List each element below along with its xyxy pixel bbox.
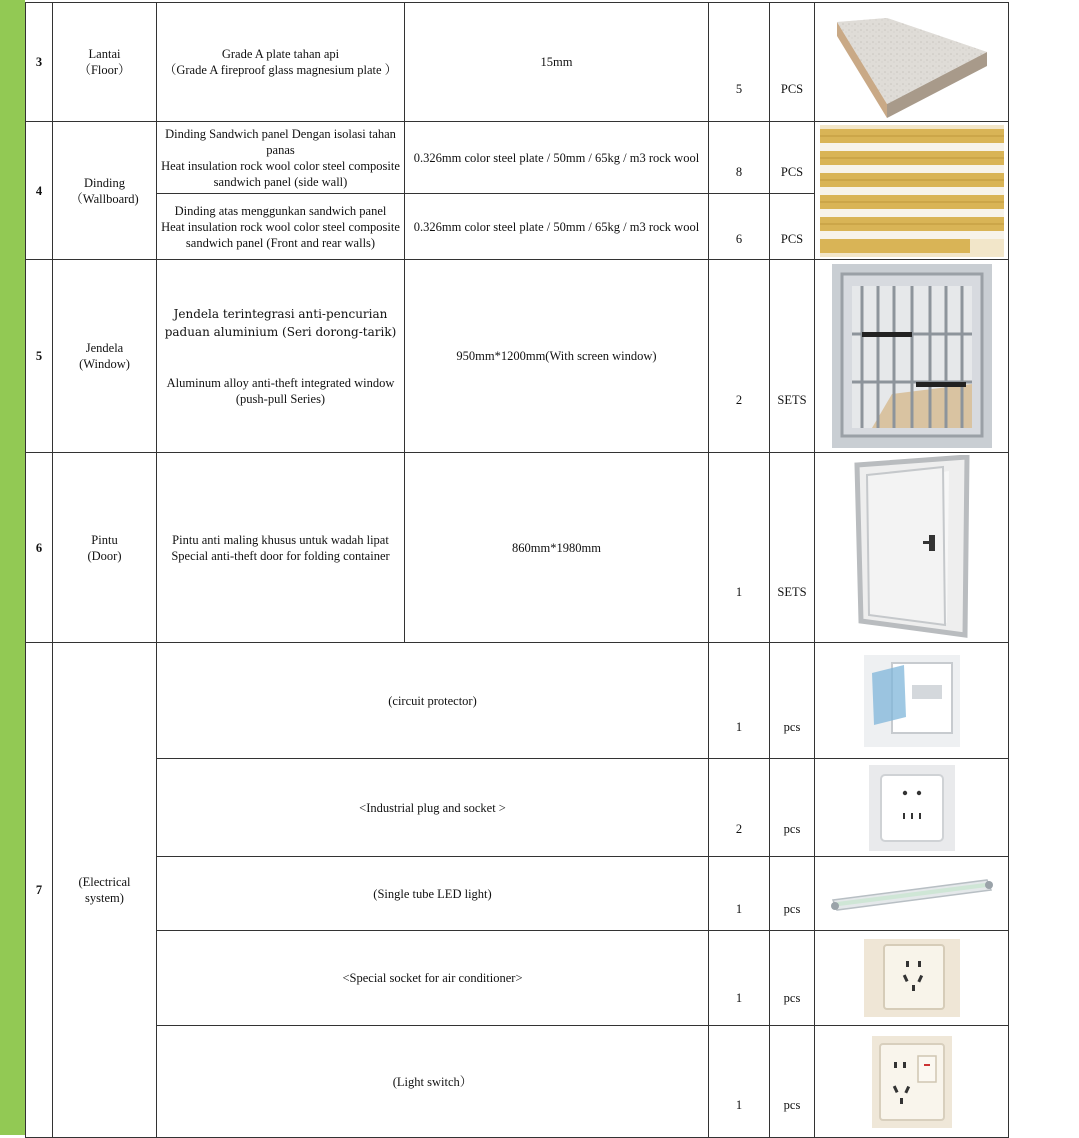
item-name: (Electrical system) [53, 643, 157, 1138]
item-description: (Single tube LED light) [157, 857, 709, 931]
item-description [157, 194, 405, 260]
light-switch-icon [815, 1026, 1009, 1138]
item-description [157, 453, 405, 643]
item-number: 6 [26, 453, 53, 643]
item-qty: 2 [709, 260, 770, 453]
item-qty: 1 [709, 1026, 770, 1138]
sandwich-panel-icon [815, 122, 1009, 260]
item-spec: 860mm*1980mm [405, 453, 709, 643]
item-name-en: （Floor） [78, 63, 131, 77]
item-name-en: （Wallboard) [70, 191, 139, 206]
item-qty: 1 [709, 453, 770, 643]
item-description: <Special socket for air conditioner> [157, 931, 709, 1026]
item-qty: 1 [709, 857, 770, 931]
item-unit: pcs [770, 1026, 815, 1138]
led-tube-icon [815, 857, 1009, 931]
item-number: 3 [26, 3, 53, 122]
item-number: 7 [26, 643, 53, 1138]
item-description: (circuit protector) [157, 643, 709, 759]
table-row-floor [26, 3, 1009, 122]
item-unit: PCS [770, 194, 815, 260]
table-row-door [26, 453, 1009, 643]
item-name-en: (Door) [87, 548, 122, 563]
item-name-id: Dinding [84, 175, 125, 190]
item-name [53, 122, 157, 260]
item-unit: pcs [770, 857, 815, 931]
window-icon [815, 260, 1009, 453]
circuit-protector-icon [815, 643, 1009, 759]
item-name [53, 453, 157, 643]
description-en: Heat insulation rock wool color steel composite sandwich panel (Front and rear walls) [161, 219, 400, 250]
item-spec: 950mm*1200mm(With screen window) [405, 260, 709, 453]
table-row-industrial-socket [26, 759, 1009, 857]
item-qty: 8 [709, 122, 770, 194]
table-row-light-switch [26, 1026, 1009, 1138]
item-description: <Industrial plug and socket > [157, 759, 709, 857]
table-row-window [26, 260, 1009, 453]
side-accent-bar [0, 0, 25, 1135]
description-en: Special anti-theft door for folding container [171, 548, 390, 563]
table-row-circuit-protector [26, 643, 1009, 759]
description-en: Heat insulation rock wool color steel composite sandwich panel (side wall) [161, 158, 400, 189]
table-row-led-light [26, 857, 1009, 931]
item-qty: 6 [709, 194, 770, 260]
item-name [53, 260, 157, 453]
item-number: 4 [26, 122, 53, 260]
door-icon [815, 453, 1009, 643]
item-spec: 15mm [405, 3, 709, 122]
item-unit: SETS [770, 260, 815, 453]
item-spec: 0.326mm color steel plate / 50mm / 65kg / m3 rock wool [405, 194, 709, 260]
item-qty: 5 [709, 3, 770, 122]
description-en: （Grade A fireproof glass magnesium plate ） [163, 63, 398, 77]
table-row-ac-socket [26, 931, 1009, 1026]
item-unit: SETS [770, 453, 815, 643]
description-id: Jendela terintegrasi anti-pencurian paduan aluminium (Seri dorong-tarik) [164, 307, 397, 339]
description-en: Aluminum alloy anti-theft integrated window (push-pull Series) [166, 376, 395, 406]
description-id: Dinding atas menggunkan sandwich panel [174, 203, 387, 218]
item-qty: 1 [709, 643, 770, 759]
description-id: Grade A plate tahan api [221, 47, 340, 61]
item-qty: 2 [709, 759, 770, 857]
item-description: (Light switch） [157, 1026, 709, 1138]
description-id: Pintu anti maling khusus untuk wadah lipat [172, 532, 389, 547]
item-spec: 0.326mm color steel plate / 50mm / 65kg / m3 rock wool [405, 122, 709, 194]
table-row-wall-side [26, 122, 1009, 194]
item-unit: PCS [770, 122, 815, 194]
item-unit: PCS [770, 3, 815, 122]
item-unit: pcs [770, 643, 815, 759]
item-name-id: Lantai [88, 47, 121, 61]
industrial-socket-icon [815, 759, 1009, 857]
item-name-id: Pintu [91, 532, 118, 547]
specification-table [25, 2, 1009, 1138]
item-description [157, 3, 405, 122]
ac-socket-icon [815, 931, 1009, 1026]
item-name-id: Jendela [85, 341, 124, 355]
item-description [157, 260, 405, 453]
item-number: 5 [26, 260, 53, 453]
item-name [53, 3, 157, 122]
description-id: Dinding Sandwich panel Dengan isolasi tahan panas [165, 126, 396, 157]
item-qty: 1 [709, 931, 770, 1026]
floor-plate-icon [815, 3, 1009, 122]
item-unit: pcs [770, 759, 815, 857]
item-description [157, 122, 405, 194]
item-name-en: (Window) [79, 357, 130, 371]
item-unit: pcs [770, 931, 815, 1026]
